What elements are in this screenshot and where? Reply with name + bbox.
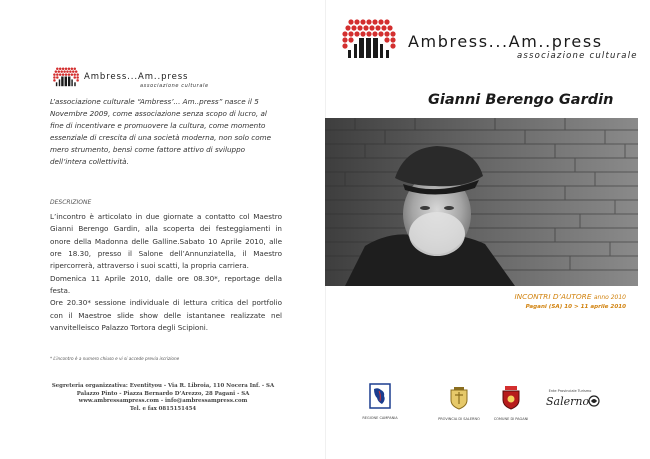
association-intro: L’associazione culturale “Ambress’... Am..press” nasce il 5 Novembre 2009, come associazione senza scopo di lucro, al fine di incentivare e promuovere la cultura, come momento essenziale di crescita di una società moderna, non solo come mero strumento, bensì come fattore attivo di sviluppo dell’intera collettività. xyxy=(50,97,272,166)
description-heading: DESCRIZIONE xyxy=(50,199,92,206)
sponsor-comune xyxy=(491,386,531,421)
sponsor-label: Ente Provinciale Turismo xyxy=(548,389,592,393)
tourism-logo-text: Salerno xyxy=(546,395,590,408)
footnote: * L’incontro è a numero chiuso e vi si accede previa iscrizione xyxy=(50,356,180,361)
portrait-photo xyxy=(325,118,638,286)
contact-line: Tel. e fax 0815151454 xyxy=(129,405,197,412)
brand-name-small: Ambress...Am..press xyxy=(84,72,189,82)
sponsor-provincia xyxy=(437,386,481,421)
brand-subtitle: associazione culturale xyxy=(517,51,638,61)
description-body xyxy=(50,211,282,334)
description-paragraph: Domenica 11 Aprile 2010, dalle ore 08.30*, reportage della festa. xyxy=(50,273,282,296)
crest-icon xyxy=(501,386,521,410)
contact-block xyxy=(18,383,308,413)
event-dates: Pagani (SA) 10 > 11 aprile 2010 xyxy=(525,304,626,310)
sponsor-caption: COMUNE DI PAGANI xyxy=(493,417,529,421)
sponsor-regione xyxy=(357,383,403,420)
sponsor-ept-salerno xyxy=(538,389,602,414)
brand-subtitle-small: associazione culturale xyxy=(140,83,209,89)
sponsor-caption: REGIONE CAMPANIA xyxy=(362,416,398,420)
crest-icon xyxy=(449,386,469,410)
brand-logo-icon xyxy=(340,18,402,60)
description-paragraph: L’incontro è articolato in due giornate a contatto col Maestro Gianni Berengo Gardin, alla scoperta dei festeggiamenti in onore della Madonna delle Galline.Sabato 10 Aprile 2010, alle ore 18.30, presso il Salone dell’Annunziatella, il Maestro ripercorrerà, attraverso i suoi scatti, la propria carriera. xyxy=(50,212,282,271)
contact-line: Palazzo Pinto - Piazza Bernardo D’Arezzo, 28 Pagani - SA xyxy=(76,390,250,397)
event-series xyxy=(514,292,626,301)
tourism-logo-icon xyxy=(538,393,602,409)
sponsor-caption: PROVINCIA DI SALERNO xyxy=(438,417,480,421)
brand-name: Ambress...Am..press xyxy=(408,32,603,51)
brand-logo-small-icon xyxy=(52,66,82,88)
series-title: INCONTRI D’AUTORE xyxy=(514,292,592,301)
photographer-name: Gianni Berengo Gardin xyxy=(428,92,614,108)
region-map-icon xyxy=(369,383,391,409)
contact-line: www.ambressampress.com - info@ambressampress.com xyxy=(78,398,248,405)
description-paragraph: Ore 20.30* sessione individuale di lettura critica del portfolio con il Maestroe slide show delle istantanee realizzate nel vanvitelleisco Palazzo Tortora degli Scipioni. xyxy=(50,298,282,333)
contact-line: Segreteria organizzativa: Eventityou - Via R. Libroia, 110 Nocera Inf. - SA xyxy=(51,383,275,389)
series-year: anno 2010 xyxy=(593,294,626,301)
